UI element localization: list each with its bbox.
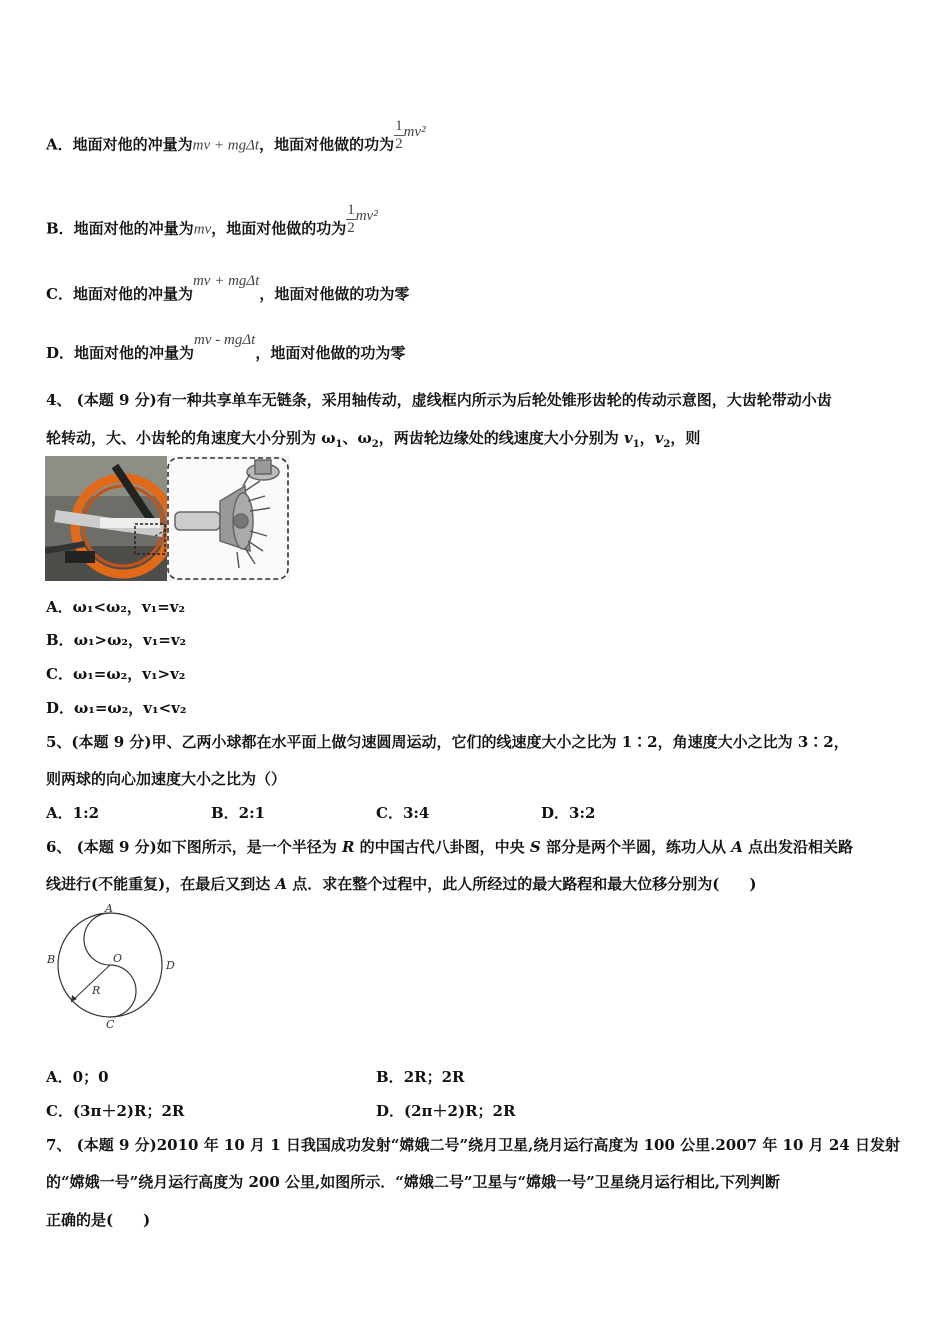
option-3b: [46, 202, 378, 247]
question-7-line3: 正确的是( ): [46, 1211, 151, 1229]
sub: 1: [335, 439, 343, 450]
var: A: [275, 875, 288, 893]
option-5a: A．1:2: [46, 804, 100, 822]
var: S: [529, 838, 541, 856]
bicycle-gear-image: [45, 456, 290, 581]
option-text: 0；0: [72, 1068, 109, 1086]
text: 点．求在整个过程中，此人所经过的最大路程和最大位移分别为( ): [287, 875, 757, 893]
text: 6、 (本题 9 分)如下图所示，是一个半径为: [46, 838, 342, 856]
radius-line: [71, 965, 110, 1002]
option-text: ，地面对他做的功为: [259, 135, 395, 154]
label-c: C: [106, 1018, 115, 1031]
text: 点出发沿相关路: [742, 838, 854, 856]
option-5b: B．2:1: [211, 804, 266, 822]
question-4-line2: [46, 427, 700, 450]
var: v: [654, 429, 664, 447]
text: 轮转动，大、小齿轮的角速度大小分别为 ω: [46, 429, 336, 447]
text: 部分是两个半圆，练功人从: [540, 838, 732, 856]
frac-num: 1: [347, 202, 355, 218]
option-text: (3π＋2)R；2R: [72, 1102, 185, 1120]
text: ，则: [670, 429, 701, 447]
bicycle-gear-figure: [45, 456, 290, 581]
option-3c: [46, 273, 410, 304]
question-7-line2: 的“嫦娥一号”绕月运行高度为 200 公里,如图所示．“嫦娥二号”卫星与“嫦娥一号”卫星绕月运行相比,下列判断: [46, 1173, 780, 1191]
var: R: [341, 838, 355, 856]
option-label: A．地面对他的冲量为: [46, 135, 193, 154]
formula-tail: mv²: [355, 207, 378, 224]
option-text: ，地面对他做的功为零: [259, 285, 410, 303]
fraction: [394, 118, 404, 153]
option-text: ω₁=ω₂，v₁>v₂: [72, 665, 186, 683]
label-r: R: [92, 984, 101, 997]
question-6-line1: [46, 836, 853, 857]
option-label: B．地面对他的冲量为: [46, 219, 194, 238]
option-4a: [46, 596, 185, 617]
question-5-line1: 5、(本题 9 分)甲、乙两小球都在水平面上做匀速圆周运动，它们的线速度大小之比为 1∶2，角速度大小之比为 3∶2，: [46, 733, 849, 751]
label-b: B: [47, 953, 56, 966]
option-3d: [46, 332, 406, 363]
sub: 1: [632, 439, 640, 450]
question-4-line1: 4、 (本题 9 分)有一种共享单车无链条，采用轴传动，虚线框内所示为后轮处锥形齿轮的传动示意图，大齿轮带动小齿: [46, 391, 832, 409]
formula: mv: [193, 221, 212, 238]
var: A: [731, 838, 743, 856]
label-d: D: [166, 959, 175, 972]
option-text: ，地面对他做的功为: [211, 219, 347, 238]
option-label: D．: [376, 1102, 405, 1120]
text: 、ω: [342, 429, 372, 447]
formula: mv - mgΔt: [194, 332, 256, 348]
arrow-head-icon: [71, 995, 77, 1002]
option-text: ω₁>ω₂，v₁=v₂: [73, 631, 187, 649]
option-label: D．: [46, 699, 75, 717]
option-6d: [376, 1100, 515, 1121]
question-5-line2: 则两球的向心加速度大小之比为（）: [46, 770, 287, 788]
frac-den: 2: [395, 136, 403, 152]
frac-den: 2: [347, 220, 355, 236]
label-o: O: [113, 952, 123, 965]
text: ，两齿轮边缘处的线速度大小分别为: [378, 429, 624, 447]
fraction: [346, 202, 356, 237]
formula-tail: mv²: [403, 123, 426, 140]
option-text: (2π＋2)R；2R: [404, 1102, 516, 1120]
option-6c: [46, 1100, 184, 1121]
option-label: A．: [46, 598, 73, 616]
option-label: B．: [376, 1068, 404, 1086]
text: 的中国古代八卦图，中央: [354, 838, 530, 856]
option-label: A．: [46, 1068, 73, 1086]
text: ，: [639, 429, 655, 447]
formula: mv + mgΔt: [192, 137, 260, 154]
option-5d: D．3:2: [541, 804, 596, 822]
sub: 2: [371, 439, 379, 450]
option-label: C．: [46, 665, 73, 683]
option-4c: [46, 663, 185, 684]
option-label: B．: [46, 631, 74, 649]
option-3a: [46, 118, 426, 163]
question-6-line2: [46, 873, 756, 894]
option-text: 2R；2R: [403, 1068, 465, 1086]
option-label: C．: [46, 1102, 73, 1120]
question-7-line1: 7、 (本题 9 分)2010 年 10 月 1 日我国成功发射“嫦娥二号”绕月卫星,绕月运行高度为 100 公里.2007 年 10 月 24 日发射: [46, 1136, 900, 1154]
frac-num: 1: [395, 118, 403, 134]
var: v: [623, 429, 633, 447]
option-5c: C．3:4: [376, 804, 430, 822]
label-a: A: [105, 902, 113, 915]
option-text: ，地面对他做的功为零: [255, 344, 406, 362]
option-label: C．地面对他的冲量为: [46, 285, 193, 303]
formula: mv + mgΔt: [192, 273, 260, 289]
sub: 2: [663, 439, 671, 450]
option-6b: [376, 1066, 465, 1087]
bagua-diagram: [45, 902, 185, 1032]
bagua-svg: [45, 902, 185, 1032]
option-6a: [46, 1066, 109, 1087]
option-label: D．地面对他的冲量为: [46, 344, 195, 362]
option-text: ω₁=ω₂，v₁<v₂: [74, 699, 187, 717]
text: 线进行(不能重复)，在最后又到达: [46, 875, 276, 893]
option-4b: [46, 629, 186, 650]
option-text: ω₁<ω₂，v₁=v₂: [72, 598, 186, 616]
option-4d: [46, 697, 186, 718]
